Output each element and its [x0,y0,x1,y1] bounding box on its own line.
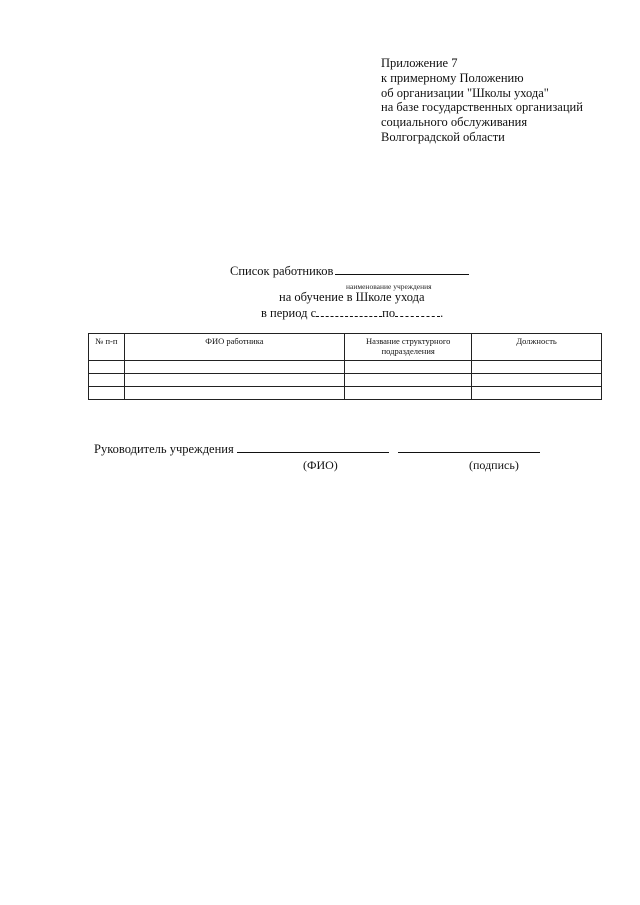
column-header-division: Название структурного подразделения [345,334,472,361]
table-cell[interactable] [472,387,602,400]
appendix-line: об организации "Школы ухода" [381,85,549,100]
appendix-line: к примерному Положению [381,70,524,85]
training-line: на обучение в Школе ухода [279,290,425,304]
table-cell[interactable] [124,387,345,400]
head-signature-blank[interactable] [398,441,540,453]
fio-caption: (ФИО) [303,458,338,472]
table-cell[interactable] [345,361,472,374]
period-prefix: в период с [261,306,317,320]
column-header-position: Должность [472,334,602,361]
table-cell[interactable] [345,374,472,387]
table-row [89,361,602,374]
appendix-line: на базе государственных организаций [381,100,583,115]
period-end-blank[interactable] [395,305,440,317]
table-cell[interactable] [89,361,125,374]
table-cell[interactable] [472,361,602,374]
table-header-row [89,334,602,361]
table-cell[interactable] [89,374,125,387]
appendix-line: Приложение 7 [381,56,458,70]
signature-caption: (подпись) [469,458,519,472]
table-cell[interactable] [89,387,125,400]
appendix-line: социального обслуживания [381,115,528,130]
column-header-fio: ФИО работника [124,334,345,361]
column-header-number: № п-п [89,334,125,361]
appendix-note [381,56,583,145]
head-label: Руководитель учреждения [94,442,234,456]
table-row [89,374,602,387]
list-label: Список работников [230,264,334,278]
list-title-line [230,263,469,279]
appendix-line: Волгоградской области [381,129,505,144]
signature-line [94,441,540,457]
table-cell[interactable] [345,387,472,400]
table-cell[interactable] [124,374,345,387]
workers-table [88,333,602,400]
table-cell[interactable] [472,374,602,387]
institution-caption: наименование учреждения [346,282,432,291]
period-end: . [440,306,444,320]
period-line [261,305,443,321]
period-start-blank[interactable] [316,305,382,317]
table-row [89,387,602,400]
table-cell[interactable] [124,361,345,374]
period-middle: по [382,306,396,320]
institution-name-blank[interactable] [335,263,469,275]
head-fio-blank[interactable] [237,441,389,453]
